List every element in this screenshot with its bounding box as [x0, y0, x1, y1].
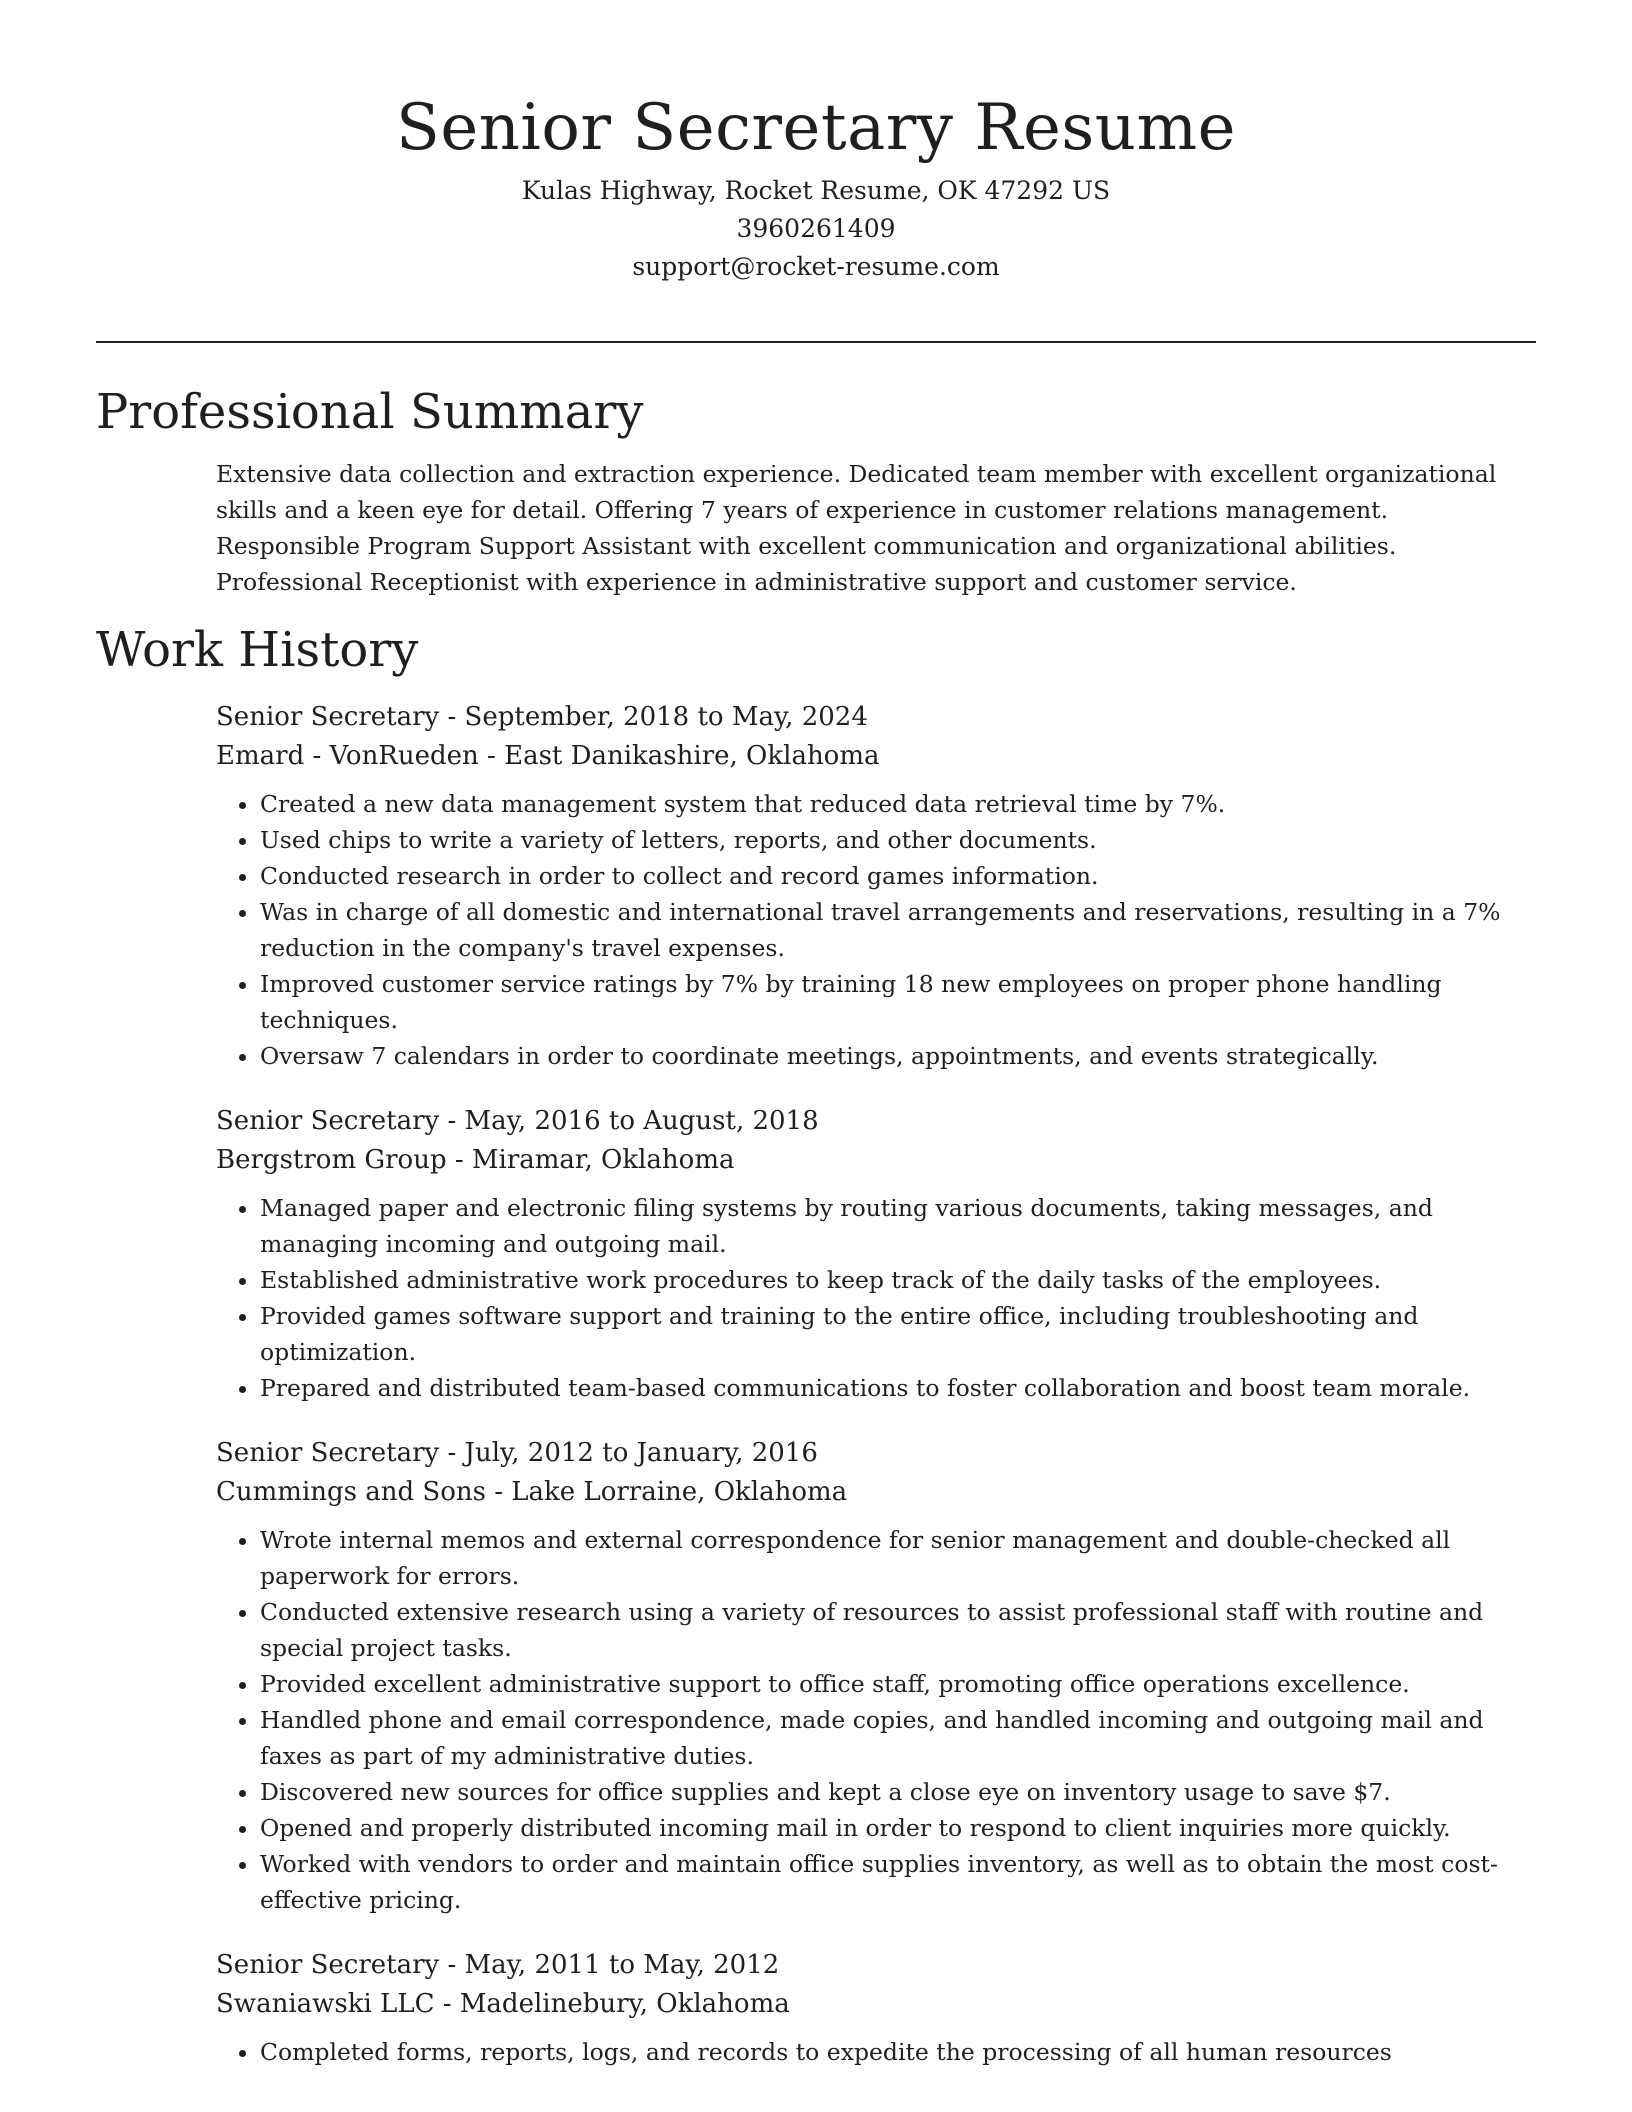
job-bullet: • Discovered new sources for office supplies and kept a close eye on inventory usage to save $7.	[260, 1774, 1536, 1810]
contact-email: support@rocket-resume.com	[632, 252, 1000, 281]
job-bullet: • Conducted extensive research using a variety of resources to assist professional staff with routine and special project tasks.	[260, 1594, 1536, 1666]
work-history-heading: Work History	[96, 622, 419, 678]
header-divider	[96, 341, 1536, 343]
job-title-line: Senior Secretary - May, 2016 to August, 2018	[216, 1106, 819, 1136]
job-company-line: Emard - VonRueden - East Danikashire, Oklahoma	[216, 741, 880, 771]
job-bullet: • Provided excellent administrative support to office staff, promoting office operations excellence.	[260, 1666, 1536, 1702]
job-bullet: • Established administrative work procedures to keep track of the daily tasks of the employees.	[260, 1262, 1536, 1298]
job-company-line: Bergstrom Group - Miramar, Oklahoma	[216, 1145, 735, 1175]
job-bullet: • Handled phone and email correspondence, made copies, and handled incoming and outgoing mail and faxes as part of my administrative duties.	[260, 1702, 1536, 1774]
contact-phone: 3960261409	[736, 214, 896, 243]
job-entry	[216, 1102, 1536, 1406]
job-bullet: • Was in charge of all domestic and international travel arrangements and reservations, resulting in a 7% reduction in the company's travel expenses.	[260, 894, 1536, 966]
job-company-line: Swaniawski LLC - Madelinebury, Oklahoma	[216, 1989, 790, 2019]
job-company-line: Cummings and Sons - Lake Lorraine, Oklahoma	[216, 1477, 848, 1507]
job-bullet-list	[216, 1522, 1536, 1918]
job-bullet: • Improved customer service ratings by 7% by training 18 new employees on proper phone handling techniques.	[260, 966, 1536, 1038]
job-bullet: • Conducted research in order to collect and record games information.	[260, 858, 1536, 894]
job-bullet: • Used chips to write a variety of letters, reports, and other documents.	[260, 822, 1536, 858]
job-title-line: Senior Secretary - September, 2018 to May, 2024	[216, 702, 868, 732]
job-bullet: • Opened and properly distributed incoming mail in order to respond to client inquiries more quickly.	[260, 1810, 1536, 1846]
job-bullet: • Completed forms, reports, logs, and records to expedite the processing of all human resources	[260, 2034, 1536, 2070]
resume-header	[96, 84, 1536, 286]
job-title-line: Senior Secretary - July, 2012 to January, 2016	[216, 1438, 818, 1468]
contact-address: Kulas Highway, Rocket Resume, OK 47292 US	[521, 176, 1111, 205]
job-entry	[216, 1946, 1536, 2070]
summary-text: Extensive data collection and extraction experience. Dedicated team member with excellent organizational skills and a keen eye for detail. Offering 7 years of experience in customer relations management. Responsible Program Support Assistant with excellent communication and organizational abilities. Professional Receptionist with experience in administrative support and customer service.	[216, 460, 1497, 596]
resume-content	[96, 376, 1536, 2098]
work-history-section	[96, 614, 1536, 2070]
job-bullet: • Managed paper and electronic filing systems by routing various documents, taking messages, and managing incoming and outgoing mail.	[260, 1190, 1536, 1262]
page-title: Senior Secretary Resume	[395, 91, 1237, 165]
job-bullet: • Created a new data management system that reduced data retrieval time by 7%.	[260, 786, 1536, 822]
job-bullet: • Prepared and distributed team-based communications to foster collaboration and boost team morale.	[260, 1370, 1536, 1406]
job-bullet: • Wrote internal memos and external correspondence for senior management and double-checked all paperwork for errors.	[260, 1522, 1536, 1594]
job-bullet: • Provided games software support and training to the entire office, including troubleshooting and optimization.	[260, 1298, 1536, 1370]
job-bullet-list	[216, 786, 1536, 1074]
job-bullet: • Worked with vendors to order and maintain office supplies inventory, as well as to obtain the most cost-effective pricing.	[260, 1846, 1536, 1918]
job-bullet-list	[216, 1190, 1536, 1406]
job-entry	[216, 1434, 1536, 1918]
summary-section	[96, 376, 1536, 600]
summary-heading: Professional Summary	[96, 384, 644, 440]
job-entry	[216, 698, 1536, 1074]
job-bullet-list	[216, 2034, 1536, 2070]
job-bullet: • Oversaw 7 calendars in order to coordinate meetings, appointments, and events strategically.	[260, 1038, 1536, 1074]
job-title-line: Senior Secretary - May, 2011 to May, 2012	[216, 1950, 780, 1980]
